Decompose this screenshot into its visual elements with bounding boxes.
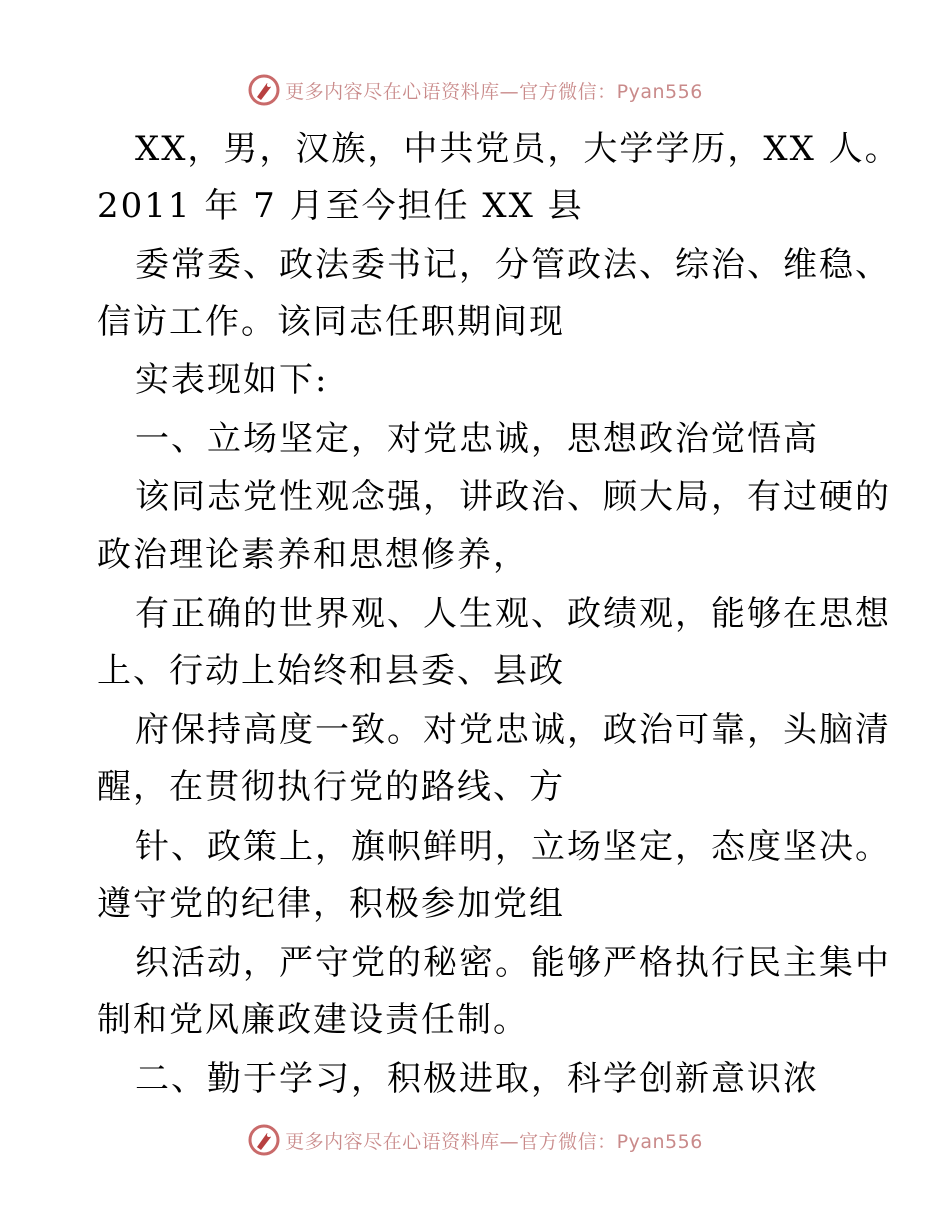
pen-nib-logo-icon bbox=[247, 1123, 281, 1157]
text-line: 针、政策上，旗帜鲜明，立场坚定，态度坚决。 bbox=[135, 827, 891, 867]
text-line: 上、行动上始终和县委、县政 bbox=[97, 651, 565, 691]
text-line: 2011 年 7 月至今担任 XX 县 bbox=[97, 186, 584, 226]
pen-nib-logo-icon bbox=[247, 73, 281, 107]
section-heading: 一、立场坚定，对党忠诚，思想政治觉悟高 bbox=[135, 419, 819, 459]
text-line: 信访工作。该同志任职期间现 bbox=[97, 302, 565, 342]
text-line: 府保持高度一致。对党忠诚，政治可靠，头脑清 bbox=[135, 710, 891, 750]
text-line: 有正确的世界观、人生观、政绩观，能够在思想 bbox=[135, 594, 891, 634]
text-line: 织活动，严守党的秘密。能够严格执行民主集中 bbox=[135, 943, 891, 983]
text-line: XX，男，汉族，中共党员，大学学历，XX 人。 bbox=[135, 129, 901, 169]
text-line: 该同志党性观念强，讲政治、顾大局，有过硬的 bbox=[135, 477, 891, 517]
watermark-header bbox=[0, 72, 950, 108]
text-line: 实表现如下: bbox=[135, 360, 329, 400]
watermark-footer bbox=[0, 1122, 950, 1158]
text-line: 遵守党的纪律，积极参加党组 bbox=[97, 884, 565, 924]
text-line: 醒，在贯彻执行党的路线、方 bbox=[97, 767, 565, 807]
watermark-text: 更多内容尽在心语资料库—官方微信：Pyan556 bbox=[285, 1130, 703, 1153]
text-line: 政治理论素养和思想修养， bbox=[97, 535, 529, 575]
section-heading: 二、勤于学习，积极进取，科学创新意识浓 bbox=[135, 1059, 819, 1099]
text-line: 制和党风廉政建设责任制。 bbox=[97, 1000, 529, 1040]
watermark-text: 更多内容尽在心语资料库—官方微信：Pyan556 bbox=[285, 80, 703, 103]
text-line: 委常委、政法委书记，分管政法、综治、维稳、 bbox=[135, 245, 891, 285]
